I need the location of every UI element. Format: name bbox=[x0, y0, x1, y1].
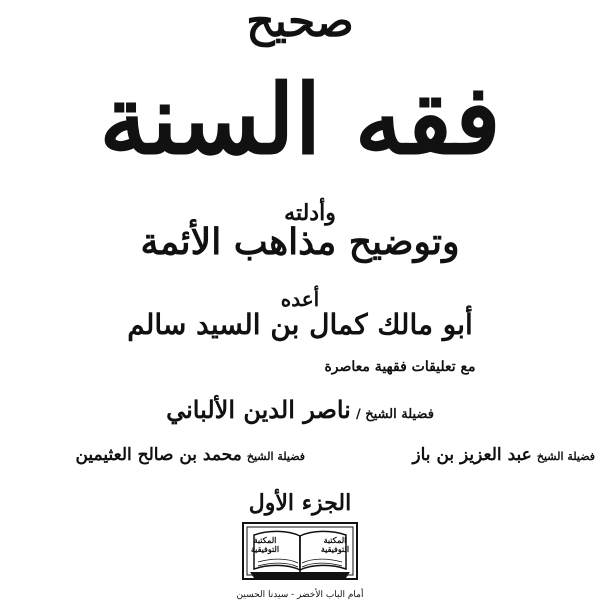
publisher-name-right: المكتبة التوفيقية bbox=[320, 535, 350, 554]
introduction-label: فضيلة الشيخ / bbox=[355, 407, 434, 422]
subtitle-imams-schools: وتوضيح مذاهب الأئمة bbox=[140, 221, 460, 263]
publisher-address: أمام الباب الأخضر - سيدنا الحسين bbox=[236, 590, 364, 600]
publisher-name-left: المكتبة التوفيقية bbox=[250, 535, 280, 554]
subtitle-and-evidence: وأدلته bbox=[284, 200, 336, 226]
introduction-name: ناصر الدين الألباني bbox=[166, 395, 351, 424]
introduction-bin-baz bbox=[320, 438, 595, 474]
introduction-label: فضيلة الشيخ bbox=[246, 450, 305, 463]
volume-label: الجزء الأول bbox=[248, 490, 352, 516]
introduction-uthaymeen bbox=[75, 438, 305, 474]
introduction-name: عبد العزيز بن باز bbox=[412, 445, 532, 465]
book-title: فقه السنة bbox=[99, 63, 501, 176]
publisher-logo bbox=[242, 522, 358, 584]
introduction-albani bbox=[150, 390, 450, 435]
author-name: أبو مالك كمال بن السيد سالم bbox=[127, 308, 473, 341]
contemporary-notes-line: مع تعليقات فقهية معاصرة bbox=[324, 359, 476, 375]
prepared-by-label: أعده bbox=[280, 287, 320, 311]
introduction-name: محمد بن صالح العثيمين bbox=[75, 445, 242, 465]
title-top: صحيح bbox=[246, 0, 354, 47]
introduction-label: فضيلة الشيخ bbox=[536, 450, 595, 463]
